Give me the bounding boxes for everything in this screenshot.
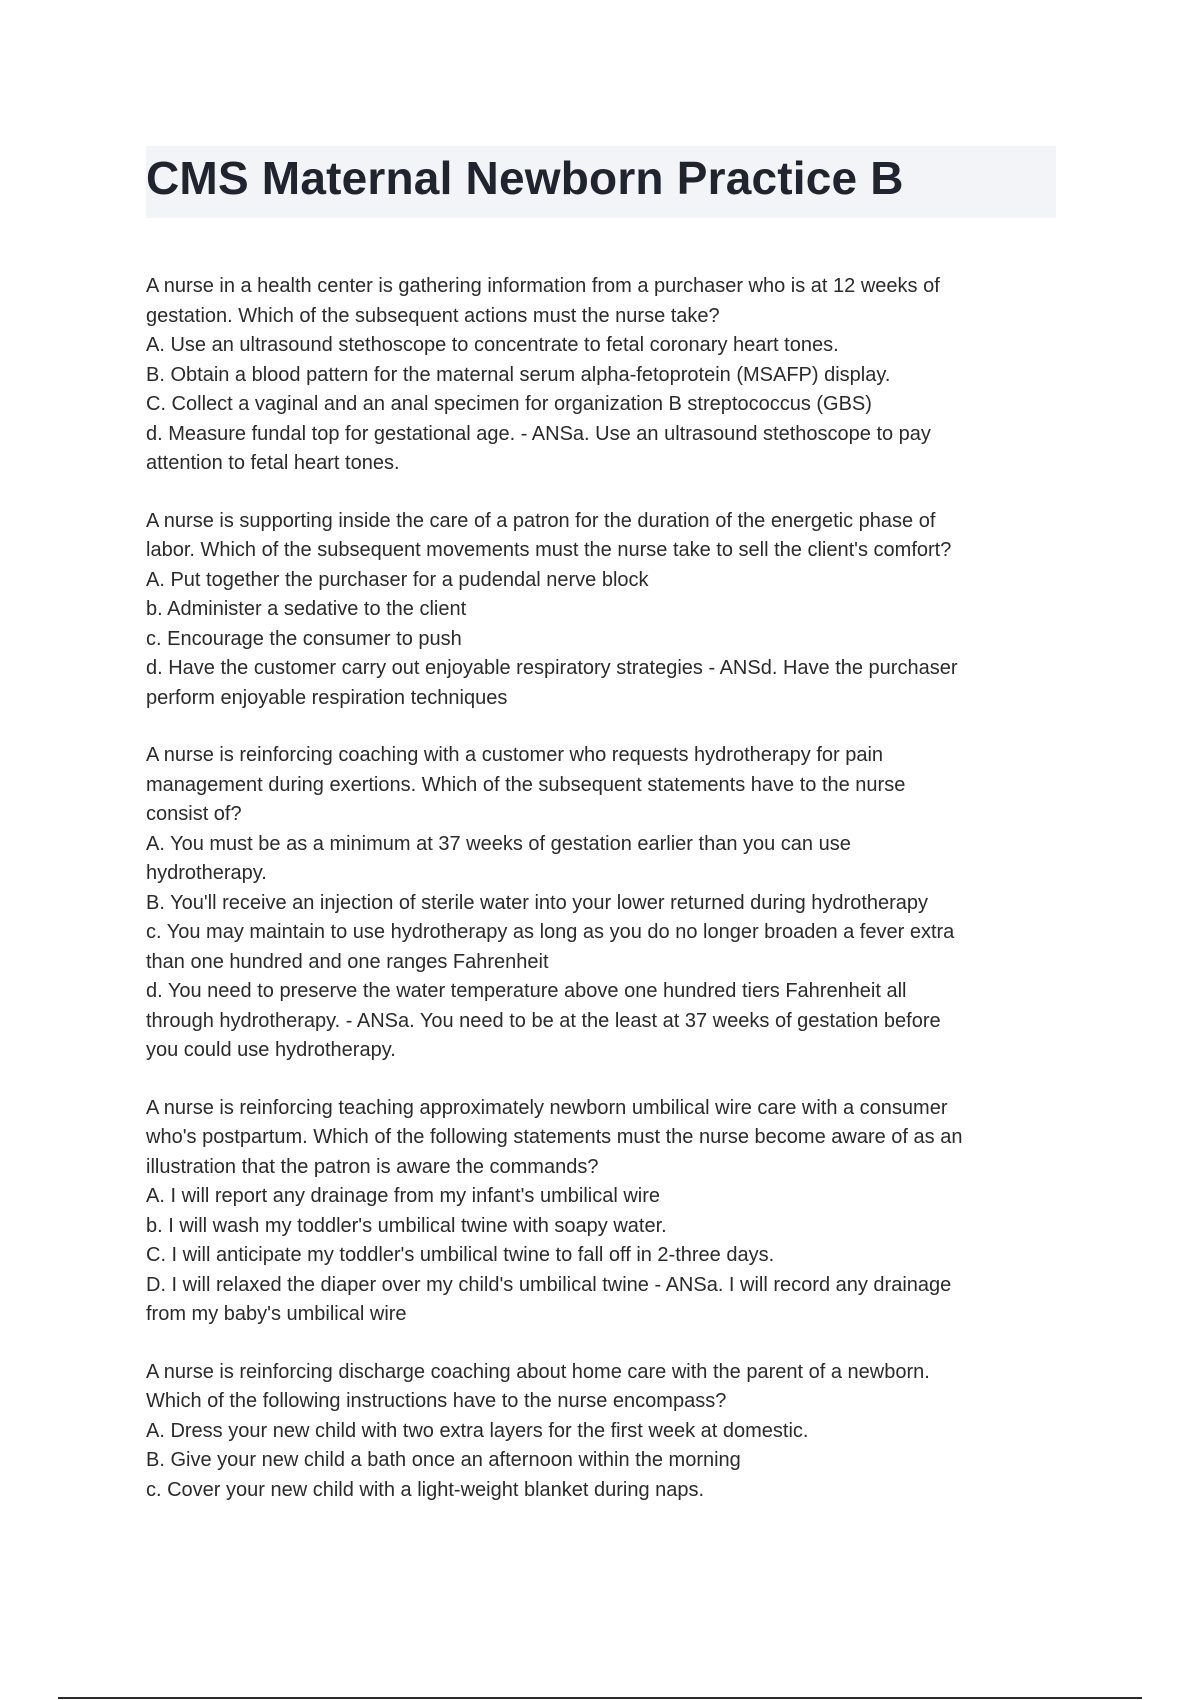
question-1	[146, 272, 1066, 479]
question-4-line-2: who's postpartum. Which of the following statements must the nurse become aware of as an	[146, 1126, 963, 1148]
question-5	[146, 1358, 1066, 1506]
question-5-line-5: c. Cover your new child with a light-weight blanket during naps.	[146, 1478, 705, 1501]
question-2-line-5: c. Encourage the consumer to push	[146, 627, 462, 650]
footer-divider	[58, 1697, 1142, 1699]
question-1-line-3: A. Use an ultrasound stethoscope to concentrate to fetal coronary heart tones.	[146, 334, 839, 356]
question-3-line-9: d. You need to preserve the water temperature above one hundred tiers Fahrenheit all	[146, 980, 907, 1002]
question-1-line-6: d. Measure fundal top for gestational age. - ANSa. Use an ultrasound stethoscope to pay	[146, 422, 931, 445]
question-1-line-7: attention to fetal heart tones.	[146, 452, 400, 474]
question-2-line-4: b. Administer a sedative to the client	[146, 598, 467, 620]
question-5-line-4: B. Give your new child a bath once an afternoon within the morning	[146, 1449, 741, 1471]
question-5-line-2: Which of the following instructions have to the nurse encompass?	[146, 1390, 727, 1412]
question-4	[146, 1094, 1066, 1330]
question-4-line-8: from my baby's umbilical wire	[146, 1303, 407, 1325]
question-3-line-4: A. You must be as a minimum at 37 weeks of gestation earlier than you can use	[146, 832, 851, 855]
question-2-line-2: labor. Which of the subsequent movements must the nurse take to sell the client's comfort?	[146, 539, 952, 561]
question-4-line-3: illustration that the patron is aware the commands?	[146, 1155, 599, 1178]
question-5-line-3: A. Dress your new child with two extra layers for the first week at domestic.	[146, 1419, 809, 1442]
document-title: CMS Maternal Newborn Practice B	[146, 152, 904, 204]
question-3-line-10: through hydrotherapy. - ANSa. You need to be at the least at 37 weeks of gestation before	[146, 1009, 941, 1032]
document-body	[146, 272, 1066, 1533]
question-1-line-5: C. Collect a vaginal and an anal specimen for organization B streptococcus (GBS)	[146, 393, 872, 415]
question-2-line-1: A nurse is supporting inside the care of a patron for the duration of the energetic phase of	[146, 509, 936, 532]
question-4-line-4: A. I will report any drainage from my infant's umbilical wire	[146, 1185, 661, 1207]
question-2-line-3: A. Put together the purchaser for a pudendal nerve block	[146, 568, 649, 591]
question-4-line-7: D. I will relaxed the diaper over my child's umbilical twine - ANSa. I will record any drainage	[146, 1273, 952, 1296]
question-3-line-6: B. You'll receive an injection of sterile water into your lower returned during hydrotherapy	[146, 891, 929, 914]
question-1-line-1: A nurse in a health center is gathering information from a purchaser who is at 12 weeks of	[146, 275, 940, 297]
question-3-line-5: hydrotherapy.	[146, 862, 267, 884]
question-3-line-3: consist of?	[146, 803, 242, 825]
question-3	[146, 741, 1066, 1066]
question-1-line-2: gestation. Which of the subsequent actions must the nurse take?	[146, 304, 720, 327]
question-3-line-1: A nurse is reinforcing coaching with a customer who requests hydrotherapy for pain	[146, 744, 884, 766]
question-3-line-11: you could use hydrotherapy.	[146, 1039, 396, 1061]
question-5-line-1: A nurse is reinforcing discharge coaching about home care with the parent of a newborn.	[146, 1360, 930, 1383]
question-3-line-8: than one hundred and one ranges Fahrenheit	[146, 950, 549, 973]
question-3-line-7: c. You may maintain to use hydrotherapy as long as you do no longer broaden a fever extra	[146, 921, 955, 943]
question-4-line-1: A nurse is reinforcing teaching approximately newborn umbilical wire care with a consumer	[146, 1096, 948, 1119]
question-2-line-7: perform enjoyable respiration techniques	[146, 686, 508, 709]
question-4-line-5: b. I will wash my toddler's umbilical twine with soapy water.	[146, 1214, 667, 1237]
title-banner	[146, 146, 1056, 218]
question-1-line-4: B. Obtain a blood pattern for the maternal serum alpha-fetoprotein (MSAFP) display.	[146, 363, 891, 386]
question-2	[146, 507, 1066, 714]
question-4-line-6: C. I will anticipate my toddler's umbilical twine to fall off in 2-three days.	[146, 1244, 775, 1266]
question-2-line-6: d. Have the customer carry out enjoyable respiratory strategies - ANSd. Have the purchaser	[146, 657, 958, 679]
question-3-line-2: management during exertions. Which of the subsequent statements have to the nurse	[146, 773, 906, 796]
